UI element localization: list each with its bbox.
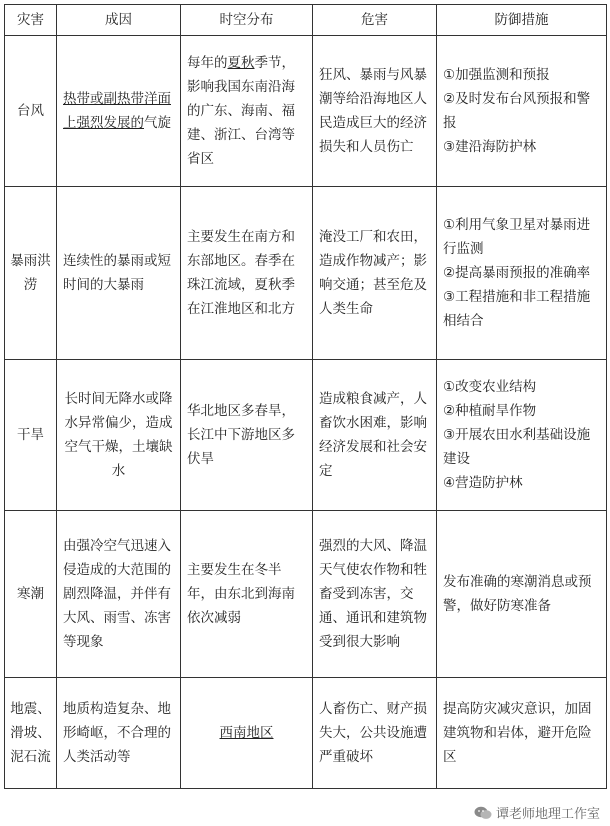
cause-cell: 连续性的暴雨或短时间的大暴雨 (57, 187, 181, 360)
distribution-cell: 西南地区 (181, 678, 313, 789)
defense-cell: 提高防灾减灾意识，加固建筑物和岩体，避开危险区 (437, 678, 607, 789)
disaster-cell: 地震、滑坡、泥石流 (5, 678, 57, 789)
table-row (5, 36, 607, 187)
disaster-cell: 暴雨洪涝 (5, 187, 57, 360)
distribution-cell: 主要发生在南方和东部地区。春季在珠江流域，夏秋季在江淮地区和北方 (181, 187, 313, 360)
header-disaster: 灾害 (5, 5, 57, 36)
distribution-cell: 每年的夏秋季节，影响我国东南沿海的广东、海南、福建、浙江、台湾等省区 (181, 36, 313, 187)
table-header-row (5, 5, 607, 36)
table-row (5, 187, 607, 360)
table-row (5, 678, 607, 789)
watermark (472, 803, 602, 822)
harm-cell: 狂风、暴雨与风暴潮等给沿海地区人民造成巨大的经济损失和人员伤亡 (313, 36, 437, 187)
cause-cell: 热带或副热带洋面上强烈发展的气旋 (57, 36, 181, 187)
harm-cell: 人畜伤亡、财产损失大，公共设施遭严重破坏 (313, 678, 437, 789)
defense-cell: ①利用气象卫星对暴雨进行监测 ②提高暴雨预报的准确率 ③工程措施和非工程措施相结合 (437, 187, 607, 360)
table-row (5, 360, 607, 511)
wechat-icon (474, 806, 492, 820)
disaster-cell: 寒潮 (5, 511, 57, 678)
header-harm: 危害 (313, 5, 437, 36)
cause-cell: 长时间无降水或降水异常偏少，造成空气干燥，土壤缺水 (57, 360, 181, 511)
header-defense: 防御措施 (437, 5, 607, 36)
disaster-cell: 干旱 (5, 360, 57, 511)
defense-cell: 发布准确的寒潮消息或预警，做好防寒准备 (437, 511, 607, 678)
harm-cell: 淹没工厂和农田，造成作物减产；影响交通；甚至危及人类生命 (313, 187, 437, 360)
distribution-cell: 主要发生在冬半年，由东北到海南依次减弱 (181, 511, 313, 678)
header-distribution: 时空分布 (181, 5, 313, 36)
header-cause: 成因 (57, 5, 181, 36)
table-row (5, 511, 607, 678)
defense-cell: ①加强监测和预报 ②及时发布台风预报和警报 ③建沿海防护林 (437, 36, 607, 187)
harm-cell: 造成粮食减产，人畜饮水困难，影响经济发展和社会安定 (313, 360, 437, 511)
cause-cell: 由强冷空气迅速入侵造成的大范围的剧烈降温，并伴有大风、雨雪、冻害等现象 (57, 511, 181, 678)
harm-cell: 强烈的大风、降温天气使农作物和牲畜受到冻害，交通、通讯和建筑物受到很大影响 (313, 511, 437, 678)
cause-cell: 地质构造复杂、地形崎岖，不合理的人类活动等 (57, 678, 181, 789)
watermark-text: 谭老师地理工作室 (495, 807, 600, 822)
defense-cell: ①改变农业结构 ②种植耐旱作物 ③开展农田水利基础设施建设 ④营造防护林 (437, 360, 607, 511)
disaster-cell: 台风 (5, 36, 57, 187)
distribution-cell: 华北地区多春旱，长江中下游地区多伏旱 (181, 360, 313, 511)
disaster-table (4, 4, 607, 789)
